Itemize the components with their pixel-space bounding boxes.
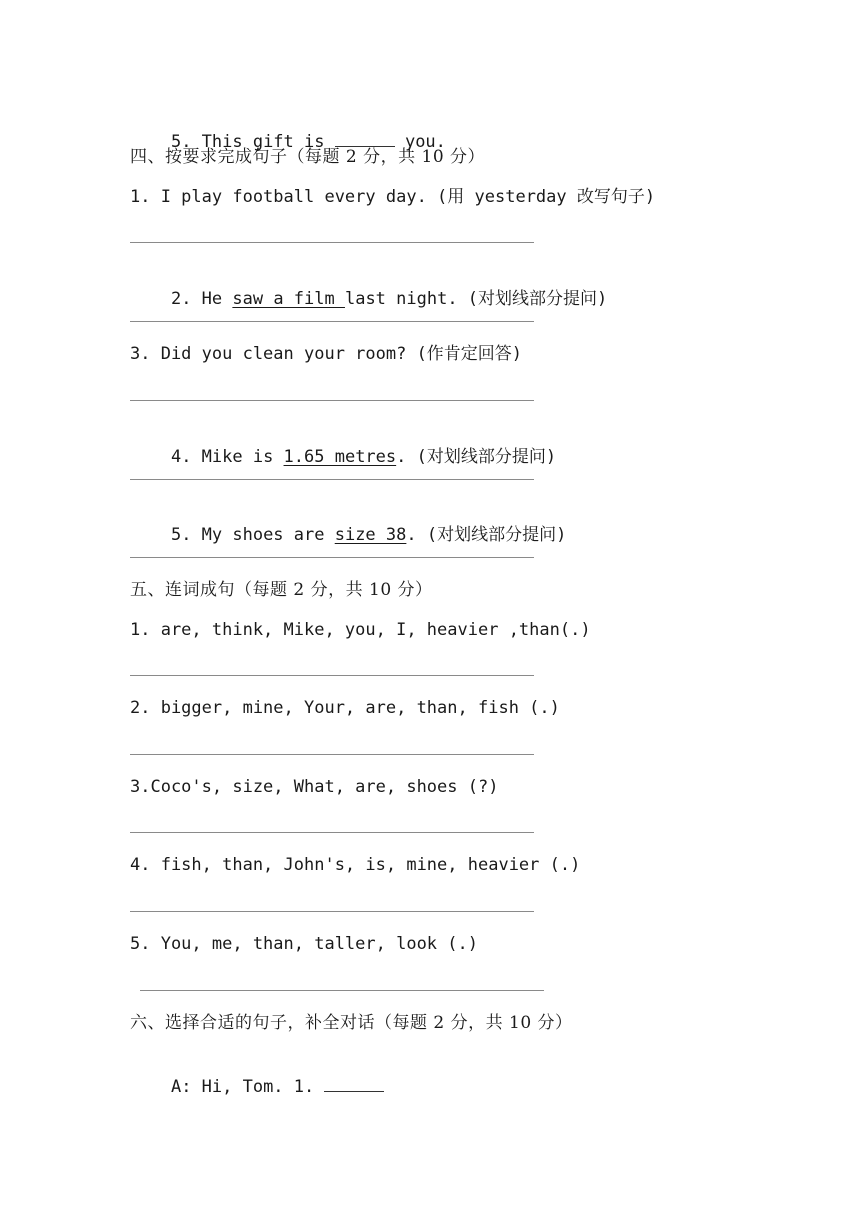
- answer-line[interactable]: [130, 321, 534, 322]
- section-4-heading: 四、按要求完成句子（每题 2 分，共 10 分）: [130, 147, 486, 167]
- answer-line[interactable]: [130, 675, 534, 676]
- answer-line[interactable]: [140, 990, 544, 991]
- dialog-text: A: Hi, Tom. 1.: [170, 1077, 325, 1097]
- question-text: 4. Mike is: [170, 447, 284, 467]
- question-text: 5. My shoes are: [170, 525, 335, 545]
- section-4-question-5: [130, 499, 566, 571]
- answer-line[interactable]: [130, 400, 534, 401]
- section-5-question-1: 1. are, think, Mike, you, I, heavier ,than(.): [130, 620, 591, 640]
- underlined-phrase: 1.65 metres: [283, 447, 397, 467]
- underlined-phrase: saw a film: [232, 289, 345, 309]
- dialog-line-a1: [130, 1051, 384, 1123]
- section-4-question-3: 3. Did you clean your room? (作肯定回答): [130, 344, 523, 364]
- section-6-heading: 六、选择合适的句子，补全对话（每题 2 分，共 10 分）: [130, 1013, 573, 1033]
- answer-line[interactable]: [130, 557, 534, 558]
- answer-line[interactable]: [130, 242, 534, 243]
- question-text-suffix: you.: [394, 132, 446, 152]
- section-5-question-3: 3.Coco's, size, What, are, shoes (?): [130, 777, 499, 797]
- question-text: last night. (对划线部分提问): [344, 289, 608, 309]
- section-5-question-5: 5. You, me, than, taller, look (.): [130, 934, 478, 954]
- question-text: . (对划线部分提问): [406, 525, 567, 545]
- fill-blank[interactable]: [324, 1077, 384, 1092]
- section-4-question-2: [130, 263, 607, 335]
- question-text-prefix: 5. This gift is: [170, 132, 335, 152]
- section-5-heading: 五、连词成句（每题 2 分，共 10 分）: [130, 580, 433, 600]
- question-text: . (对划线部分提问): [396, 447, 557, 467]
- answer-line[interactable]: [130, 479, 534, 480]
- section-5-question-2: 2. bigger, mine, Your, are, than, fish (.): [130, 698, 560, 718]
- question-text: 2. He: [170, 289, 233, 309]
- answer-line[interactable]: [130, 832, 534, 833]
- section-5-question-4: 4. fish, than, John's, is, mine, heavier (.): [130, 855, 581, 875]
- section-4-question-1: 1. I play football every day. (用 yesterday 改写句子): [130, 187, 656, 207]
- section-4-question-4: [130, 421, 556, 493]
- answer-line[interactable]: [130, 754, 534, 755]
- answer-line[interactable]: [130, 911, 534, 912]
- underlined-phrase: size 38: [334, 525, 407, 545]
